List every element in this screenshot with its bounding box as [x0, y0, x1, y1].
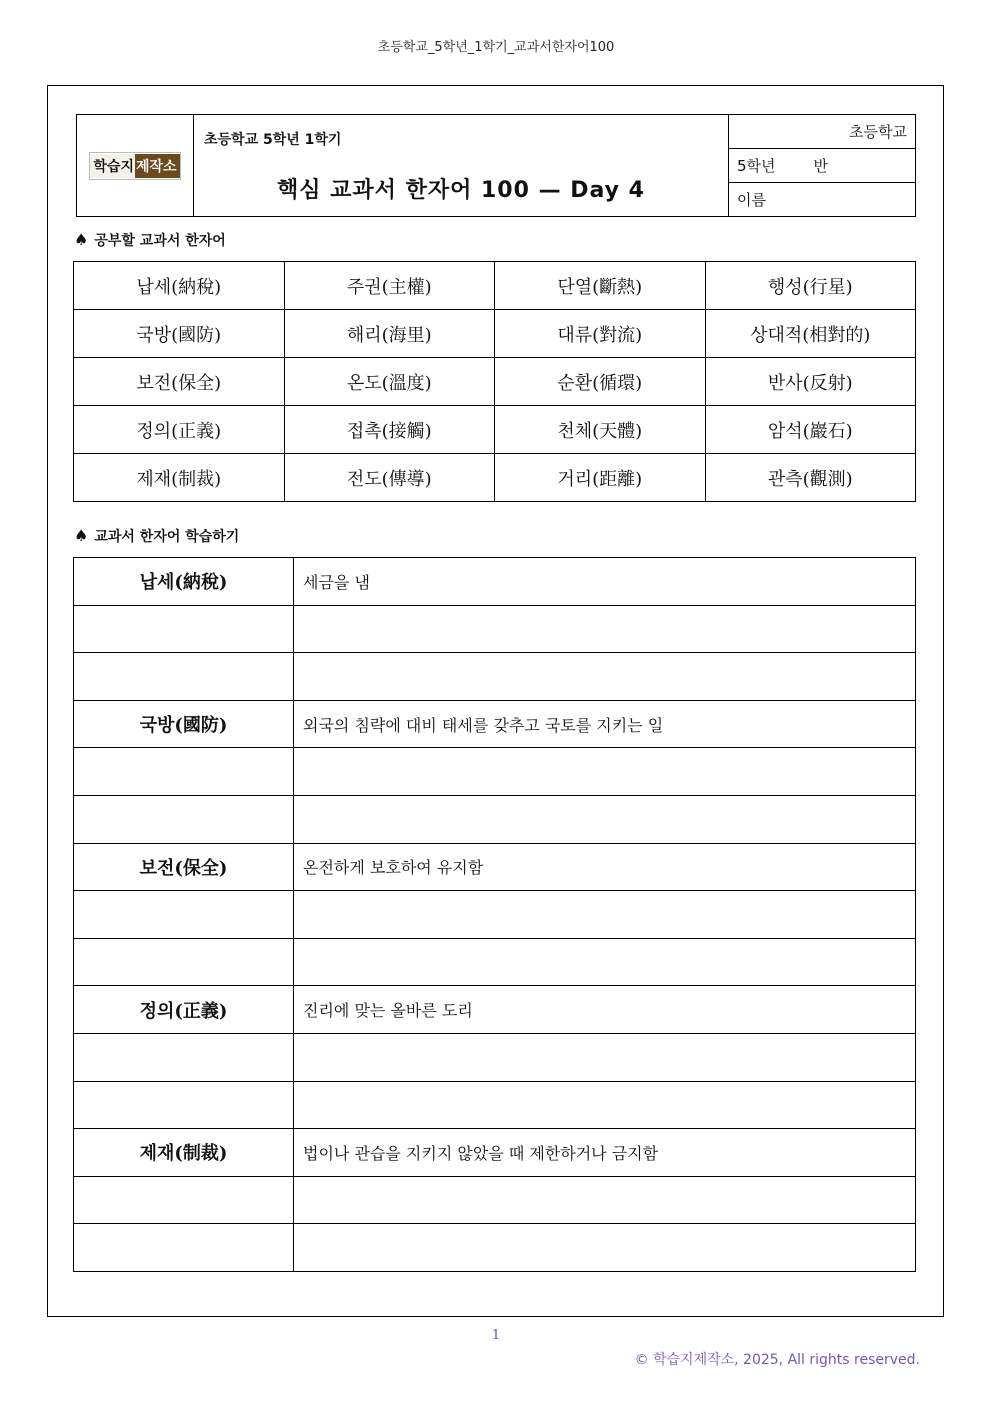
word-grid-row: [74, 406, 916, 454]
grade-label: 5학년: [737, 157, 776, 175]
practice-meaning-cell[interactable]: [294, 748, 916, 796]
practice-row: [74, 653, 916, 701]
practice-word-cell[interactable]: [74, 891, 294, 939]
word-cell: 보전(保全): [74, 358, 285, 406]
copyright: © 학습지제작소, 2025, All rights reserved.: [634, 1352, 920, 1368]
word-cell: 상대적(相對的): [705, 310, 916, 358]
worksheet-title: 핵심 교과서 한자어 100 — Day 4: [277, 178, 645, 203]
word-cell: 관측(觀測): [705, 454, 916, 502]
word-cell: 암석(巖石): [705, 406, 916, 454]
study-word: 납세(納稅): [74, 558, 294, 606]
study-word: 제재(制裁): [74, 1129, 294, 1177]
practice-row: [74, 795, 916, 843]
spade-icon: ♠: [74, 526, 89, 545]
study-row: [74, 700, 916, 748]
study-word: 국방(國防): [74, 700, 294, 748]
word-cell: 순환(循環): [495, 358, 706, 406]
word-cell: 온도(溫度): [284, 358, 495, 406]
section-title-words-text: 공부할 교과서 한자어: [94, 233, 226, 249]
practice-row: [74, 891, 916, 939]
school-field[interactable]: [729, 115, 915, 149]
name-field[interactable]: [729, 183, 915, 216]
practice-word-cell[interactable]: [74, 1081, 294, 1129]
practice-word-cell[interactable]: [74, 653, 294, 701]
word-cell: 반사(反射): [705, 358, 916, 406]
practice-word-cell[interactable]: [74, 605, 294, 653]
page-number: 1: [491, 1328, 501, 1343]
practice-meaning-cell[interactable]: [294, 1081, 916, 1129]
study-meaning: 외국의 침략에 대비 태세를 갖추고 국토를 지키는 일: [294, 700, 916, 748]
word-cell: 제재(制裁): [74, 454, 285, 502]
practice-row: [74, 748, 916, 796]
word-grid: [73, 261, 916, 502]
logo-text-2: 제작소: [135, 154, 180, 178]
practice-word-cell[interactable]: [74, 1176, 294, 1224]
name-label: 이름: [737, 191, 766, 209]
school-label: 초등학교: [849, 123, 907, 141]
practice-meaning-cell[interactable]: [294, 653, 916, 701]
word-cell: 행성(行星): [705, 262, 916, 310]
section-title-study: [74, 526, 239, 546]
practice-meaning-cell[interactable]: [294, 1176, 916, 1224]
logo: [89, 152, 180, 180]
word-grid-row: [74, 358, 916, 406]
practice-row: [74, 1224, 916, 1272]
practice-word-cell[interactable]: [74, 938, 294, 986]
study-row: [74, 986, 916, 1034]
word-cell: 주권(主權): [284, 262, 495, 310]
section-title-words: [74, 230, 226, 250]
logo-text-1: 학습지: [90, 154, 135, 178]
practice-row: [74, 1176, 916, 1224]
practice-word-cell[interactable]: [74, 1224, 294, 1272]
practice-word-cell[interactable]: [74, 748, 294, 796]
word-cell: 접촉(接觸): [284, 406, 495, 454]
worksheet-header: [76, 114, 916, 217]
study-meaning: 진리에 맞는 올바른 도리: [294, 986, 916, 1034]
study-word: 보전(保全): [74, 843, 294, 891]
word-cell: 대류(對流): [495, 310, 706, 358]
practice-meaning-cell[interactable]: [294, 891, 916, 939]
grade-class-field[interactable]: [729, 149, 915, 183]
worksheet-subtitle: 초등학교 5학년 1학기: [204, 132, 342, 148]
word-cell: 납세(納稅): [74, 262, 285, 310]
spade-icon: ♠: [74, 230, 89, 249]
practice-row: [74, 605, 916, 653]
practice-meaning-cell[interactable]: [294, 605, 916, 653]
practice-meaning-cell[interactable]: [294, 795, 916, 843]
practice-row: [74, 938, 916, 986]
word-grid-row: [74, 310, 916, 358]
student-info: [729, 115, 915, 216]
practice-word-cell[interactable]: [74, 795, 294, 843]
practice-meaning-cell[interactable]: [294, 938, 916, 986]
practice-meaning-cell[interactable]: [294, 1033, 916, 1081]
word-cell: 정의(正義): [74, 406, 285, 454]
word-grid-row: [74, 262, 916, 310]
word-cell: 국방(國防): [74, 310, 285, 358]
word-grid-row: [74, 454, 916, 502]
word-cell: 해리(海里): [284, 310, 495, 358]
page-header: 초등학교_5학년_1학기_교과서한자어100: [377, 40, 615, 55]
logo-cell: [77, 115, 194, 216]
word-cell: 전도(傳導): [284, 454, 495, 502]
title-cell: [194, 115, 729, 216]
study-table: [73, 557, 916, 1272]
word-cell: 단열(斷熱): [495, 262, 706, 310]
practice-meaning-cell[interactable]: [294, 1224, 916, 1272]
study-row: [74, 558, 916, 606]
study-meaning: 온전하게 보호하여 유지함: [294, 843, 916, 891]
study-meaning: 법이나 관습을 지키지 않았을 때 제한하거나 금지함: [294, 1129, 916, 1177]
word-cell: 거리(距離): [495, 454, 706, 502]
study-word: 정의(正義): [74, 986, 294, 1034]
class-label: 반: [813, 157, 829, 175]
practice-word-cell[interactable]: [74, 1033, 294, 1081]
study-meaning: 세금을 냄: [294, 558, 916, 606]
section-title-study-text: 교과서 한자어 학습하기: [94, 529, 240, 545]
word-cell: 천체(天體): [495, 406, 706, 454]
study-row: [74, 1129, 916, 1177]
practice-row: [74, 1033, 916, 1081]
study-row: [74, 843, 916, 891]
practice-row: [74, 1081, 916, 1129]
